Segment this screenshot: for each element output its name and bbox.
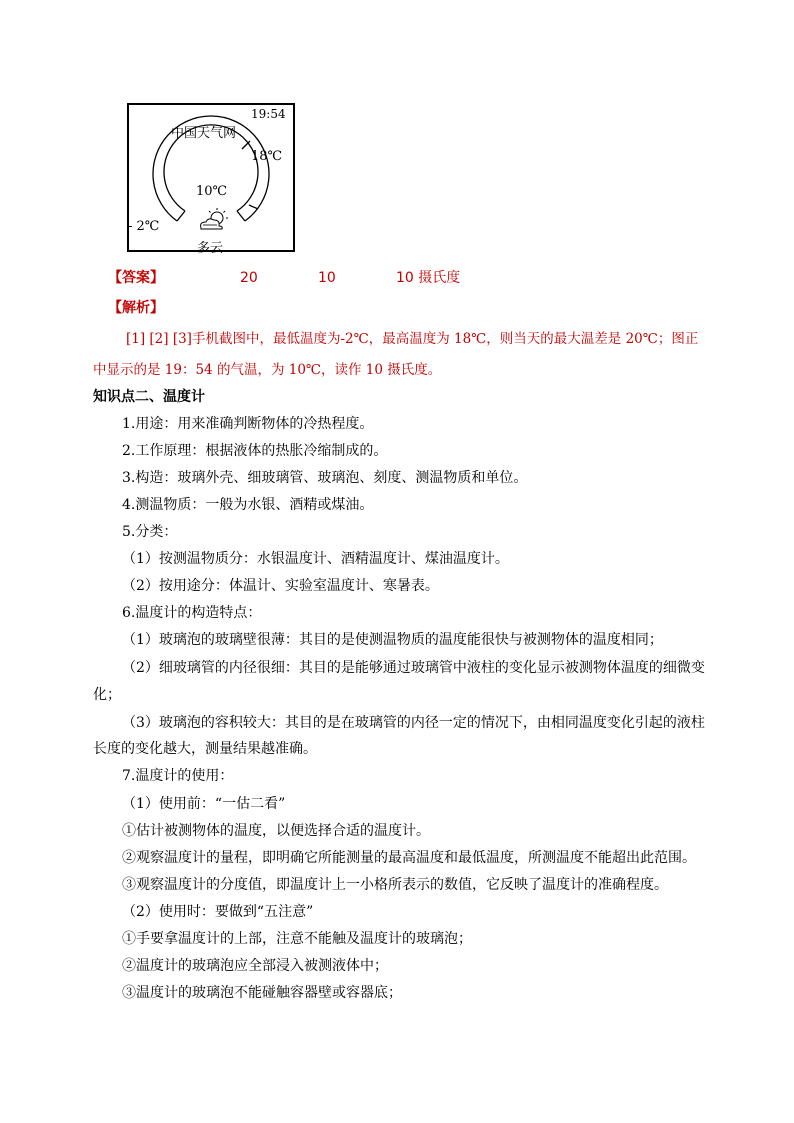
analysis-line-1: [1] [2] [3]手机截图中，最低温度为-2℃，最高温度为 18℃，则当天的最大温差是 20℃；图正 bbox=[126, 331, 699, 347]
widget-time: 19:54 bbox=[251, 107, 286, 121]
section-line: ①手要拿温度计的上部，注意不能触及温度计的玻璃泡； bbox=[122, 931, 472, 947]
section-line: 4.测温物质：一般为水银、酒精或煤油。 bbox=[122, 497, 374, 513]
section-line: 7.温度计的使用： bbox=[122, 768, 234, 784]
section-line: （1）按测温物质分：水银温度计、酒精温度计、煤油温度计。 bbox=[122, 551, 509, 567]
answer-value-2: 10 bbox=[318, 270, 336, 286]
answer-label: 【答案】 bbox=[108, 270, 164, 286]
weather-widget-figure bbox=[127, 103, 295, 256]
section-line: 1.用途：用来准确判断物体的冷热程度。 bbox=[122, 416, 374, 432]
widget-site-name: 中国天气网 bbox=[171, 126, 237, 141]
gauge-left-cap bbox=[177, 211, 185, 221]
section-line: （2）使用时：要做到“五注意” bbox=[122, 904, 314, 920]
section-line: ②温度计的玻璃泡应全部浸入被测液体中； bbox=[122, 958, 388, 974]
section-line: ③温度计的玻璃泡不能碰触容器壁或容器底； bbox=[122, 985, 402, 1001]
section-line: 3.构造：玻璃外壳、细玻璃管、玻璃泡、刻度、测温物质和单位。 bbox=[122, 470, 528, 486]
answer-value-3: 10 摄氏度 bbox=[396, 270, 461, 286]
section-line: （2）细玻璃管的内径很细：其目的是能够通过玻璃管中液柱的变化显示被测物体温度的细微变 bbox=[122, 660, 705, 676]
gauge-right-cap bbox=[237, 211, 245, 221]
section-line: （1）使用前：“一估二看” bbox=[122, 796, 286, 812]
section-line: 6.温度计的构造特点： bbox=[122, 605, 262, 621]
section-line: ③观察温度计的分度值，即温度计上一小格所表示的数值，它反映了温度计的准确程度。 bbox=[122, 877, 668, 893]
widget-current-temp: 10℃ bbox=[196, 184, 228, 199]
answer-value-1: 20 bbox=[240, 270, 258, 286]
section-line: ①估计被测物体的温度，以便选择合适的温度计。 bbox=[122, 823, 430, 839]
section-line: （3）玻璃泡的容积较大：其目的是在玻璃管的内径一定的情况下，由相同温度变化引起的液柱 bbox=[122, 715, 705, 731]
section-line: 长度的变化越大，测量结果越准确。 bbox=[93, 741, 317, 757]
section-line: ②观察温度计的量程，即明确它所能测量的最高温度和最低温度，所测温度不能超出此范围。 bbox=[122, 850, 696, 866]
analysis-label: 【解析】 bbox=[108, 300, 164, 316]
section-line: 2.工作原理：根据液体的热胀冷缩制成的。 bbox=[122, 443, 388, 459]
section-line: （1）玻璃泡的玻璃壁很薄：其目的是使测温物质的温度能很快与被测物体的温度相同； bbox=[122, 632, 663, 648]
section-title: 知识点二、温度计 bbox=[93, 389, 205, 405]
widget-high-temp: 18℃ bbox=[251, 149, 283, 164]
section-line: 化； bbox=[93, 687, 121, 703]
partly-cloudy-icon bbox=[201, 208, 228, 229]
section-line: （2）按用途分：体温计、实验室温度计、寒暑表。 bbox=[122, 578, 439, 594]
section-line: 5.分类： bbox=[122, 524, 178, 540]
widget-low-temp: - 2℃ bbox=[128, 219, 160, 234]
gauge-high-marker bbox=[242, 141, 250, 149]
analysis-line-2: 中显示的是 19：54 的气温，为 10℃，读作 10 摄氏度。 bbox=[93, 362, 442, 378]
gauge-fill-marker bbox=[249, 205, 258, 209]
widget-condition: 多云 bbox=[197, 241, 224, 256]
